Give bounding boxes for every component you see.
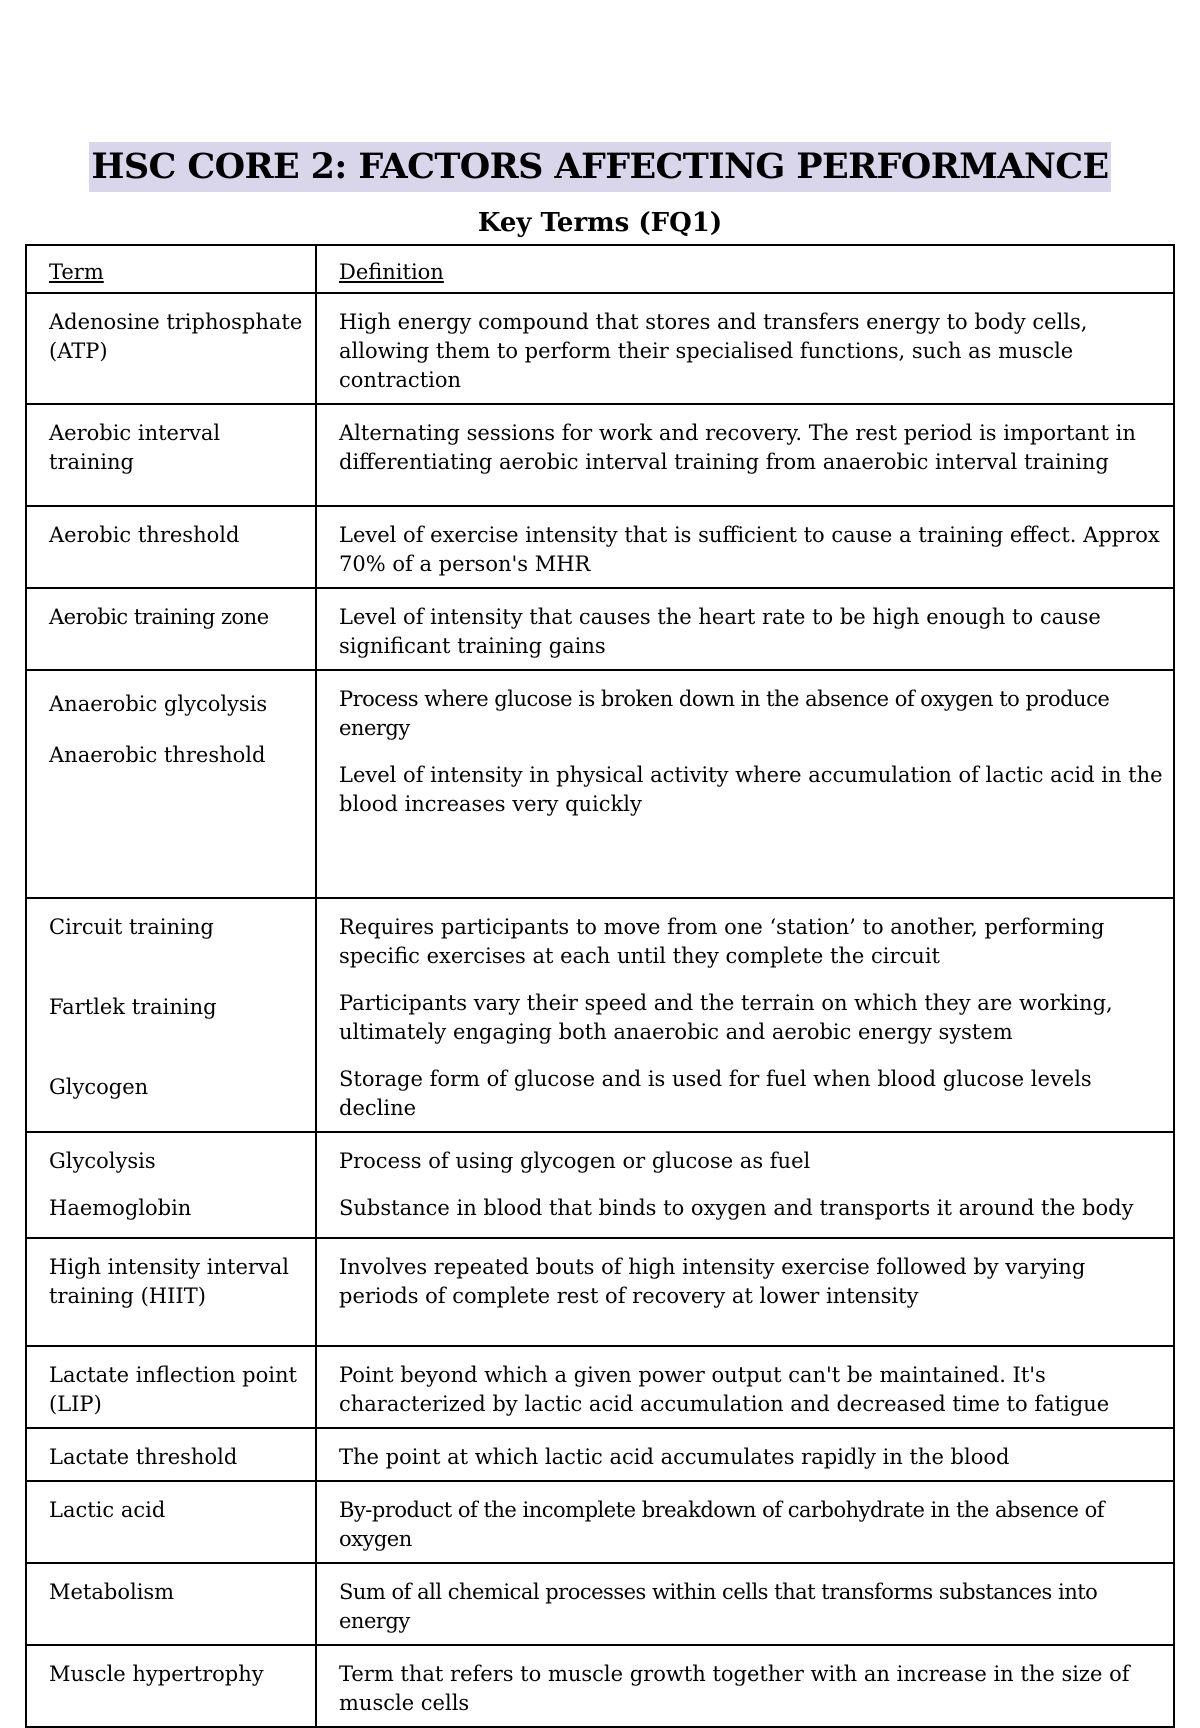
header-cell-definition (316, 245, 1174, 293)
table-row (26, 1132, 1174, 1238)
definition-text: Term that refers to muscle growth together with an increase in the size of muscle cells (339, 1662, 1130, 1715)
definition-cell (316, 898, 1174, 1132)
table-row (26, 506, 1174, 588)
term-text: Anaerobic threshold (49, 743, 266, 767)
term-cell (26, 898, 316, 1132)
term-text: Circuit training (49, 915, 214, 939)
definition-text: By-product of the incomplete breakdown of carbohydrate in the absence of oxygen (339, 1498, 1105, 1551)
term-text: Glycolysis (49, 1149, 156, 1173)
table-header-row (26, 245, 1174, 293)
term-text: Metabolism (49, 1580, 175, 1604)
definition-cell (316, 293, 1174, 404)
table-row (26, 1346, 1174, 1428)
term-cell (26, 293, 316, 404)
term-text: Adenosine triphosphate (ATP) (49, 310, 303, 363)
definition-text: Process of using glycogen or glucose as fuel (339, 1149, 811, 1173)
definition-cell (316, 1238, 1174, 1346)
definition-text: The point at which lactic acid accumulates rapidly in the blood (339, 1445, 1010, 1469)
term-text: High intensity interval training (HIIT) (49, 1255, 290, 1308)
term-cell (26, 1645, 316, 1727)
table-row (26, 1481, 1174, 1563)
term-cell (26, 670, 316, 898)
definition-cell (316, 1481, 1174, 1563)
table-row (26, 588, 1174, 670)
term-text: Aerobic interval training (49, 421, 221, 474)
definition-cell (316, 404, 1174, 506)
definition-text: Point beyond which a given power output can't be maintained. It's characterized by lactic acid accumulation and decreased time to fatigue (339, 1363, 1110, 1416)
term-cell (26, 1428, 316, 1481)
term-cell (26, 1563, 316, 1645)
term-text: Lactic acid (49, 1498, 166, 1522)
term-text: Lactate inflection point (LIP) (49, 1363, 297, 1416)
definition-cell (316, 1346, 1174, 1428)
term-cell (26, 1481, 316, 1563)
key-terms-table (25, 244, 1175, 1728)
definition-text: Level of intensity in physical activity where accumulation of lactic acid in the blood increases very quickly (339, 763, 1163, 816)
term-text: Aerobic threshold (49, 523, 240, 547)
definition-cell (316, 1428, 1174, 1481)
definition-text: Participants vary their speed and the terrain on which they are working, ultimately engaging both anaerobic and aerobic energy system (339, 991, 1113, 1044)
definition-cell (316, 1563, 1174, 1645)
header-cell-term (26, 245, 316, 293)
term-cell (26, 588, 316, 670)
table-row (26, 898, 1174, 1132)
term-text: Lactate threshold (49, 1445, 238, 1469)
table-row (26, 670, 1174, 898)
header-definition-label: Definition (339, 260, 444, 284)
term-cell (26, 1238, 316, 1346)
term-cell (26, 404, 316, 506)
term-cell (26, 506, 316, 588)
definition-text: Storage form of glucose and is used for fuel when blood glucose levels decline (339, 1067, 1092, 1120)
term-text: Fartlek training (49, 995, 217, 1019)
definition-cell (316, 1132, 1174, 1238)
page-subtitle: Key Terms (FQ1) (477, 208, 723, 238)
definition-text: Requires participants to move from one ‘station’ to another, performing specific exercises at each until they complete the circuit (339, 915, 1105, 968)
definition-text: Involves repeated bouts of high intensity exercise followed by varying periods of complete rest of recovery at lower intensity (339, 1255, 1086, 1308)
definition-text: Substance in blood that binds to oxygen and transports it around the body (339, 1196, 1134, 1220)
term-text: Glycogen (49, 1075, 149, 1099)
term-text: Anaerobic glycolysis (49, 692, 268, 716)
table-row (26, 1238, 1174, 1346)
definition-text: Sum of all chemical processes within cells that transforms substances into energy (339, 1580, 1098, 1633)
definition-cell (316, 1645, 1174, 1727)
term-text: Aerobic training zone (49, 605, 269, 629)
title-wrapper (0, 142, 1200, 192)
page-title: HSC CORE 2: FACTORS AFFECTING PERFORMANCE (89, 142, 1110, 192)
table-row (26, 1645, 1174, 1727)
table-row (26, 1428, 1174, 1481)
term-text: Muscle hypertrophy (49, 1662, 264, 1686)
definition-cell (316, 588, 1174, 670)
definition-text: Process where glucose is broken down in the absence of oxygen to produce energy (339, 687, 1110, 740)
term-text: Haemoglobin (49, 1196, 192, 1220)
table-row (26, 404, 1174, 506)
term-cell (26, 1346, 316, 1428)
definition-text: High energy compound that stores and transfers energy to body cells, allowing them to perform their specialised functions, such as muscle contraction (339, 310, 1088, 392)
header-term-label: Term (49, 260, 104, 284)
definition-text: Alternating sessions for work and recovery. The rest period is important in differentiating aerobic interval training from anaerobic interval training (339, 421, 1136, 474)
definition-text: Level of exercise intensity that is sufficient to cause a training effect. Approx 70% of a person's MHR (339, 523, 1160, 576)
definition-text: Level of intensity that causes the heart rate to be high enough to cause significant training gains (339, 605, 1101, 658)
term-cell (26, 1132, 316, 1238)
definition-cell (316, 670, 1174, 898)
table-row (26, 1563, 1174, 1645)
definition-cell (316, 506, 1174, 588)
table-row (26, 293, 1174, 404)
